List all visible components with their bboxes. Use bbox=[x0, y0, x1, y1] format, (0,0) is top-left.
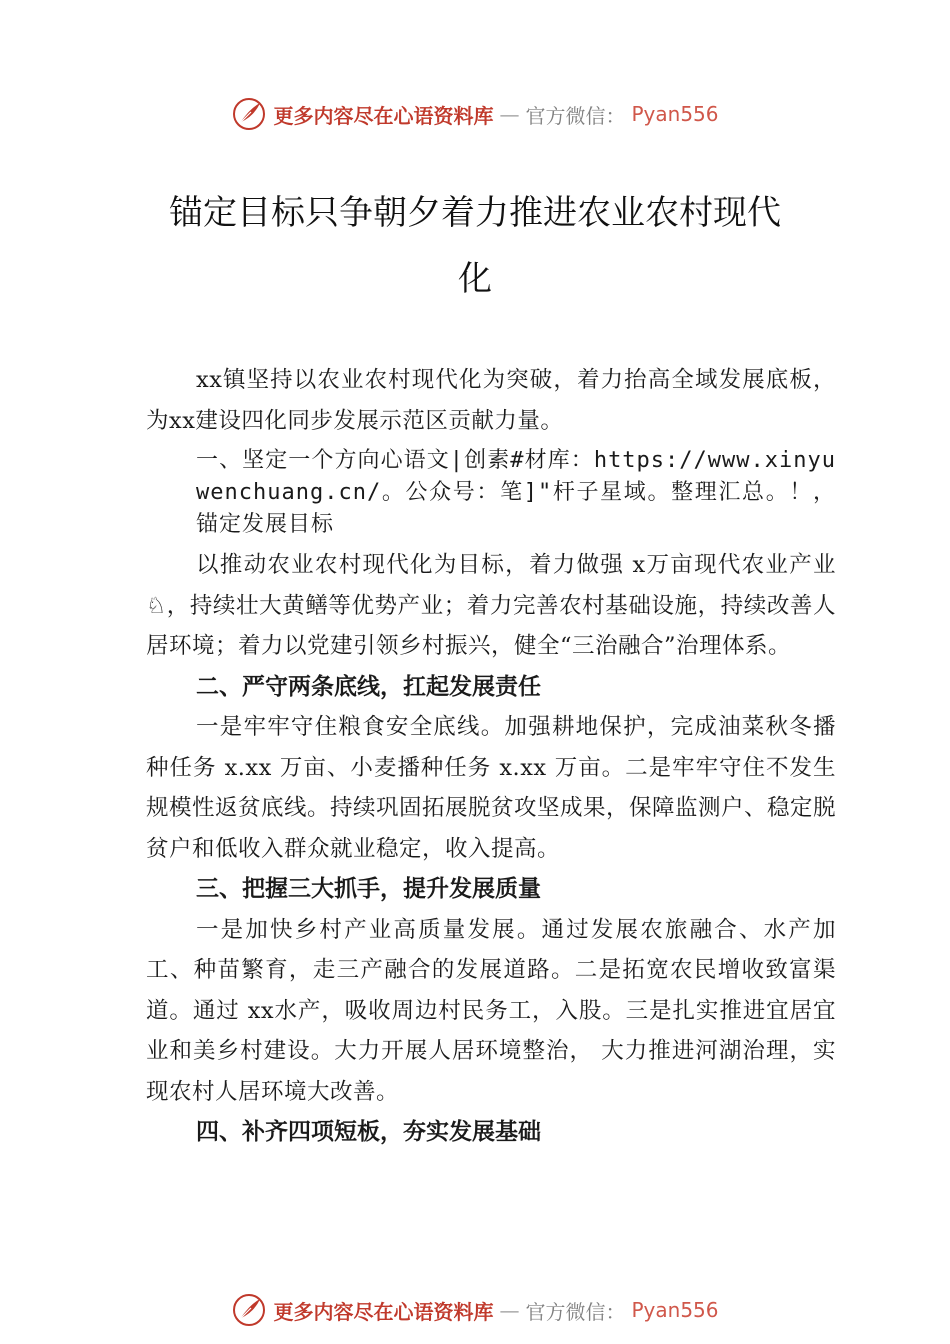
section2-heading: 二、严守两条底线，扛起发展责任 bbox=[196, 673, 541, 700]
watermark-wechat-id: Pyan556 bbox=[631, 1298, 719, 1322]
watermark-dash: — bbox=[499, 1298, 520, 1322]
section4-heading: 四、补齐四项短板，夯实发展基础 bbox=[196, 1119, 541, 1145]
document-body bbox=[146, 360, 836, 1153]
quill-logo-icon bbox=[231, 96, 267, 132]
document-title-line1: 锚定目标只争朝夕着力推进农业农村现代 bbox=[169, 193, 781, 233]
section3-heading: 三、把握三大抓手，提升发展质量 bbox=[196, 876, 541, 902]
section1-heading: 一、坚定一个方向心语文|创素#材库：https://www.xinyuwenchuang.cn/。公众号：笔]"杆子星域。整理汇总。！，锚定发展目标 bbox=[196, 448, 836, 537]
section1-paragraph: 以推动农业农村现代化为目标，着力做强 x万亩现代农业产业♘，持续壮大黄鳝等优势产业；着力完善农村基础设施，持续改善人居环境；着力以党建引领乡村振兴，健全“三治融合”治理体系。 bbox=[146, 552, 836, 659]
watermark-brand: 更多内容尽在心语资料库 bbox=[273, 103, 494, 128]
intro-paragraph: xx镇坚持以农业农村现代化为突破，着力抬高全域发展底板，为xx建设四化同步发展示范区贡献力量。 bbox=[146, 367, 836, 434]
watermark-brand: 更多内容尽在心语资料库 bbox=[273, 1299, 494, 1324]
watermark-wechat-id: Pyan556 bbox=[631, 102, 719, 126]
watermark-official-label: 官方微信： bbox=[525, 1299, 626, 1324]
section3-paragraph: 一是加快乡村产业高质量发展。通过发展农旅融合、水产加工、种苗繁育，走三产融合的发展道路。二是拓宽农民增收致富渠道。通过 xx水产，吸收周边村民务工，入股。三是扎实推进宜居宜业和美乡村建设。大力开展人居环境整治， 大力推进河湖治理，实现农村人居环境大改善。 bbox=[146, 916, 836, 1105]
watermark-official-label: 官方微信： bbox=[525, 103, 626, 128]
watermark-footer bbox=[0, 1288, 950, 1332]
watermark-dash: — bbox=[499, 102, 520, 126]
section2-paragraph: 一是牢牢守住粮食安全底线。加强耕地保护，完成油菜秋冬播种任务 x.xx 万亩、小麦播种任务 x.xx 万亩。二是牢牢守住不发生规模性返贫底线。持续巩固拓展脱贫攻坚成果，保障监测户、稳定脱贫户和低收入群众就业稳定，收入提高。 bbox=[146, 714, 837, 862]
document-title-line2: 化 bbox=[458, 259, 492, 299]
quill-logo-icon bbox=[231, 1292, 267, 1328]
watermark-header bbox=[0, 92, 950, 136]
